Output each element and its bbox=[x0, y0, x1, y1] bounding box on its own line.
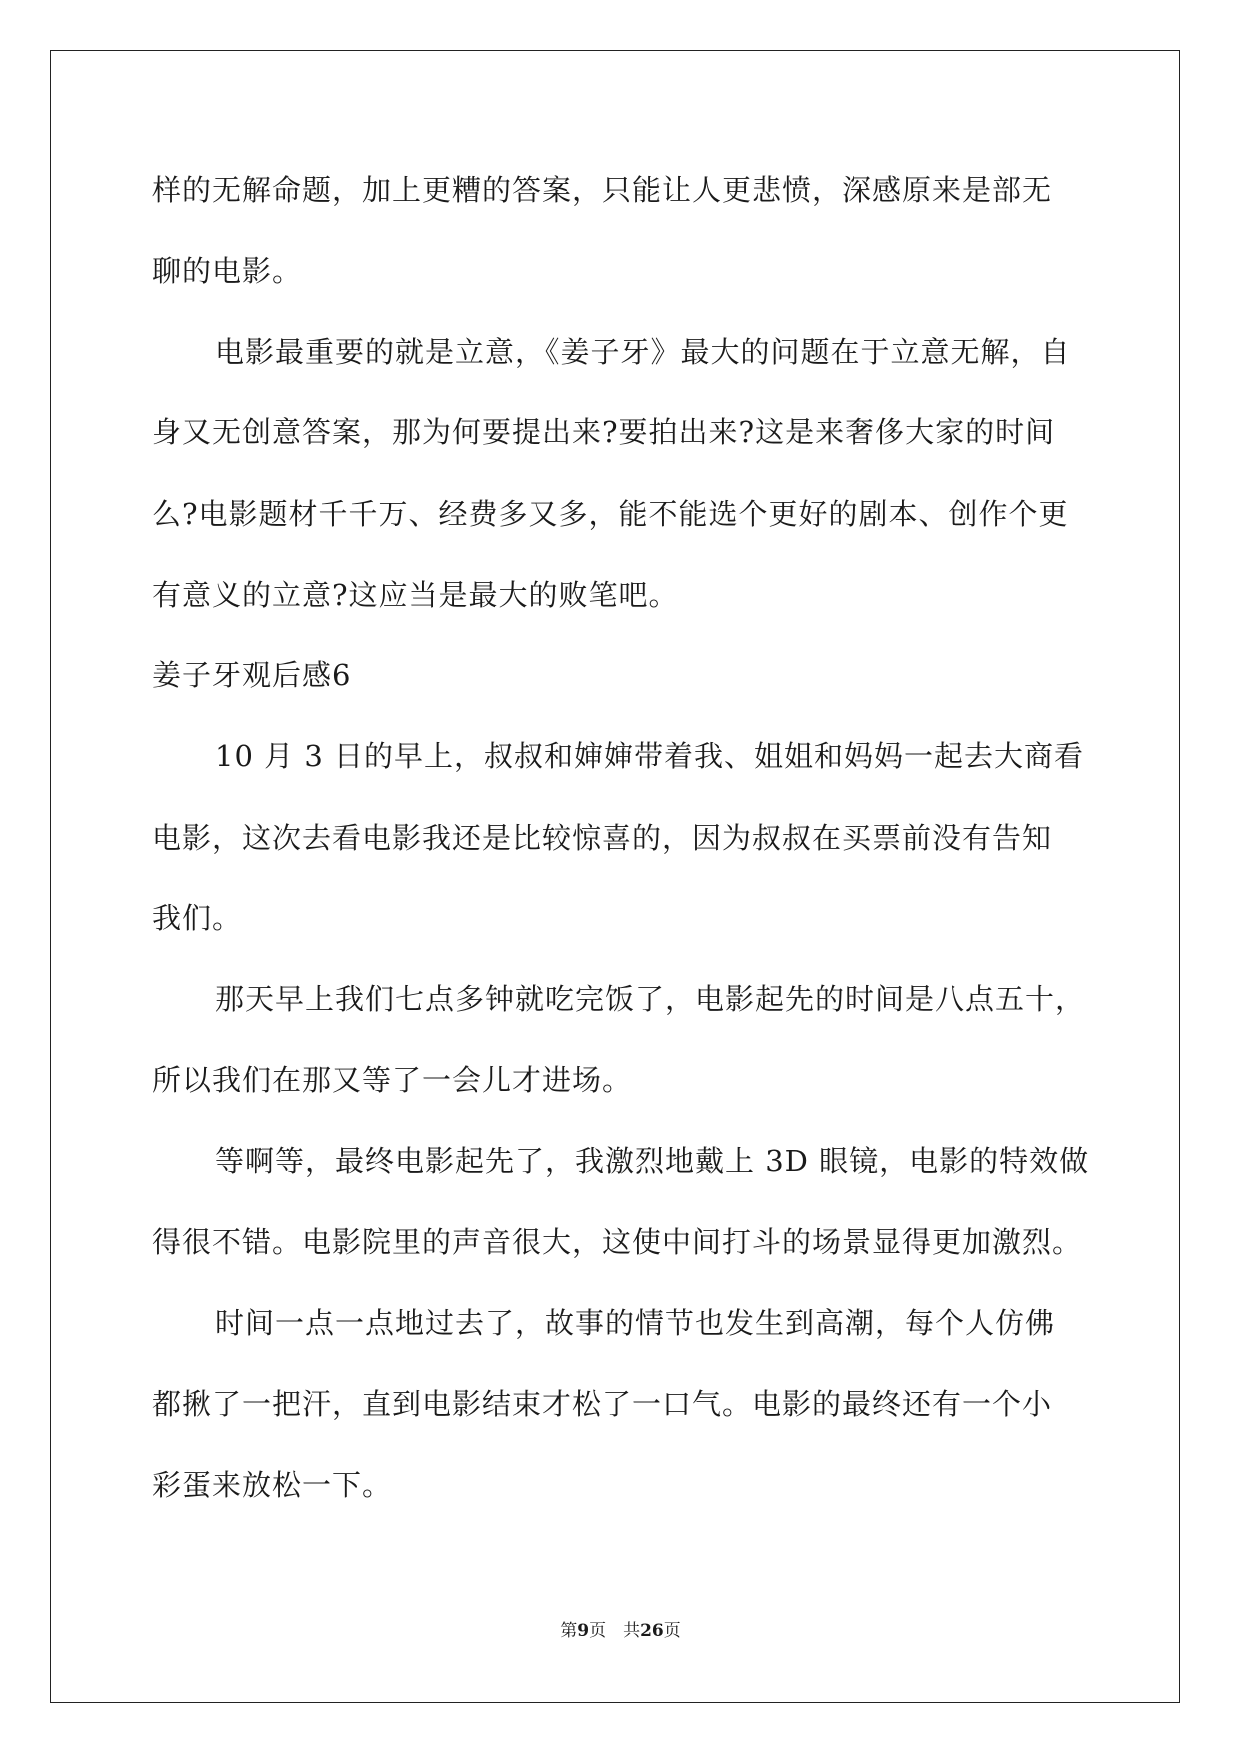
text-line: 时间一点一点地过去了，故事的情节也发生到高潮，每个人仿佛 bbox=[215, 1306, 1056, 1340]
page-border bbox=[50, 50, 1180, 1703]
page-footer bbox=[0, 1616, 1241, 1641]
text-line: 身又无创意答案，那为何要提出来?要拍出来?这是来奢侈大家的时间 bbox=[152, 415, 1056, 449]
text-line: 聊的电影。 bbox=[152, 254, 303, 288]
text-line: 电影，这次去看电影我还是比较惊喜的，因为叔叔在买票前没有告知 bbox=[152, 821, 1053, 855]
text-line: 彩蛋来放松一下。 bbox=[152, 1468, 393, 1502]
text-line: 样的无解命题，加上更糟的答案，只能让人更悲愤，深感原来是部无 bbox=[152, 173, 1053, 207]
text-line: 么?电影题材千千万、经费多又多，能不能选个更好的剧本、创作个更 bbox=[152, 497, 1069, 531]
text-line: 所以我们在那又等了一会儿才进场。 bbox=[152, 1063, 633, 1097]
text-line: 都揪了一把汗，直到电影结束才松了一口气。电影的最终还有一个小 bbox=[152, 1387, 1053, 1421]
text-line: 电影最重要的就是立意，《姜子牙》最大的问题在于立意无解，自 bbox=[215, 335, 1071, 369]
footer-mid: 页 共 bbox=[589, 1621, 641, 1641]
text-line: 得很不错。电影院里的声音很大，这使中间打斗的场景显得更加激烈。 bbox=[152, 1225, 1083, 1259]
text-line: 那天早上我们七点多钟就吃完饭了，电影起先的时间是八点五十， bbox=[215, 982, 1086, 1016]
text-line: 我们。 bbox=[152, 901, 243, 935]
footer-prefix: 第 bbox=[560, 1621, 578, 1641]
current-page-number: 9 bbox=[577, 1621, 590, 1641]
text-line: 有意义的立意?这应当是最大的败笔吧。 bbox=[152, 578, 679, 612]
text-line: 10 月 3 日的早上，叔叔和婶婶带着我、姐姐和妈妈一起去大商看 bbox=[215, 739, 1085, 773]
section-heading: 姜子牙观后感6 bbox=[152, 658, 352, 692]
text-line: 等啊等，最终电影起先了，我激烈地戴上 3D 眼镜，电影的特效做 bbox=[215, 1144, 1090, 1178]
total-page-count: 26 bbox=[640, 1621, 664, 1641]
footer-suffix: 页 bbox=[663, 1621, 681, 1641]
